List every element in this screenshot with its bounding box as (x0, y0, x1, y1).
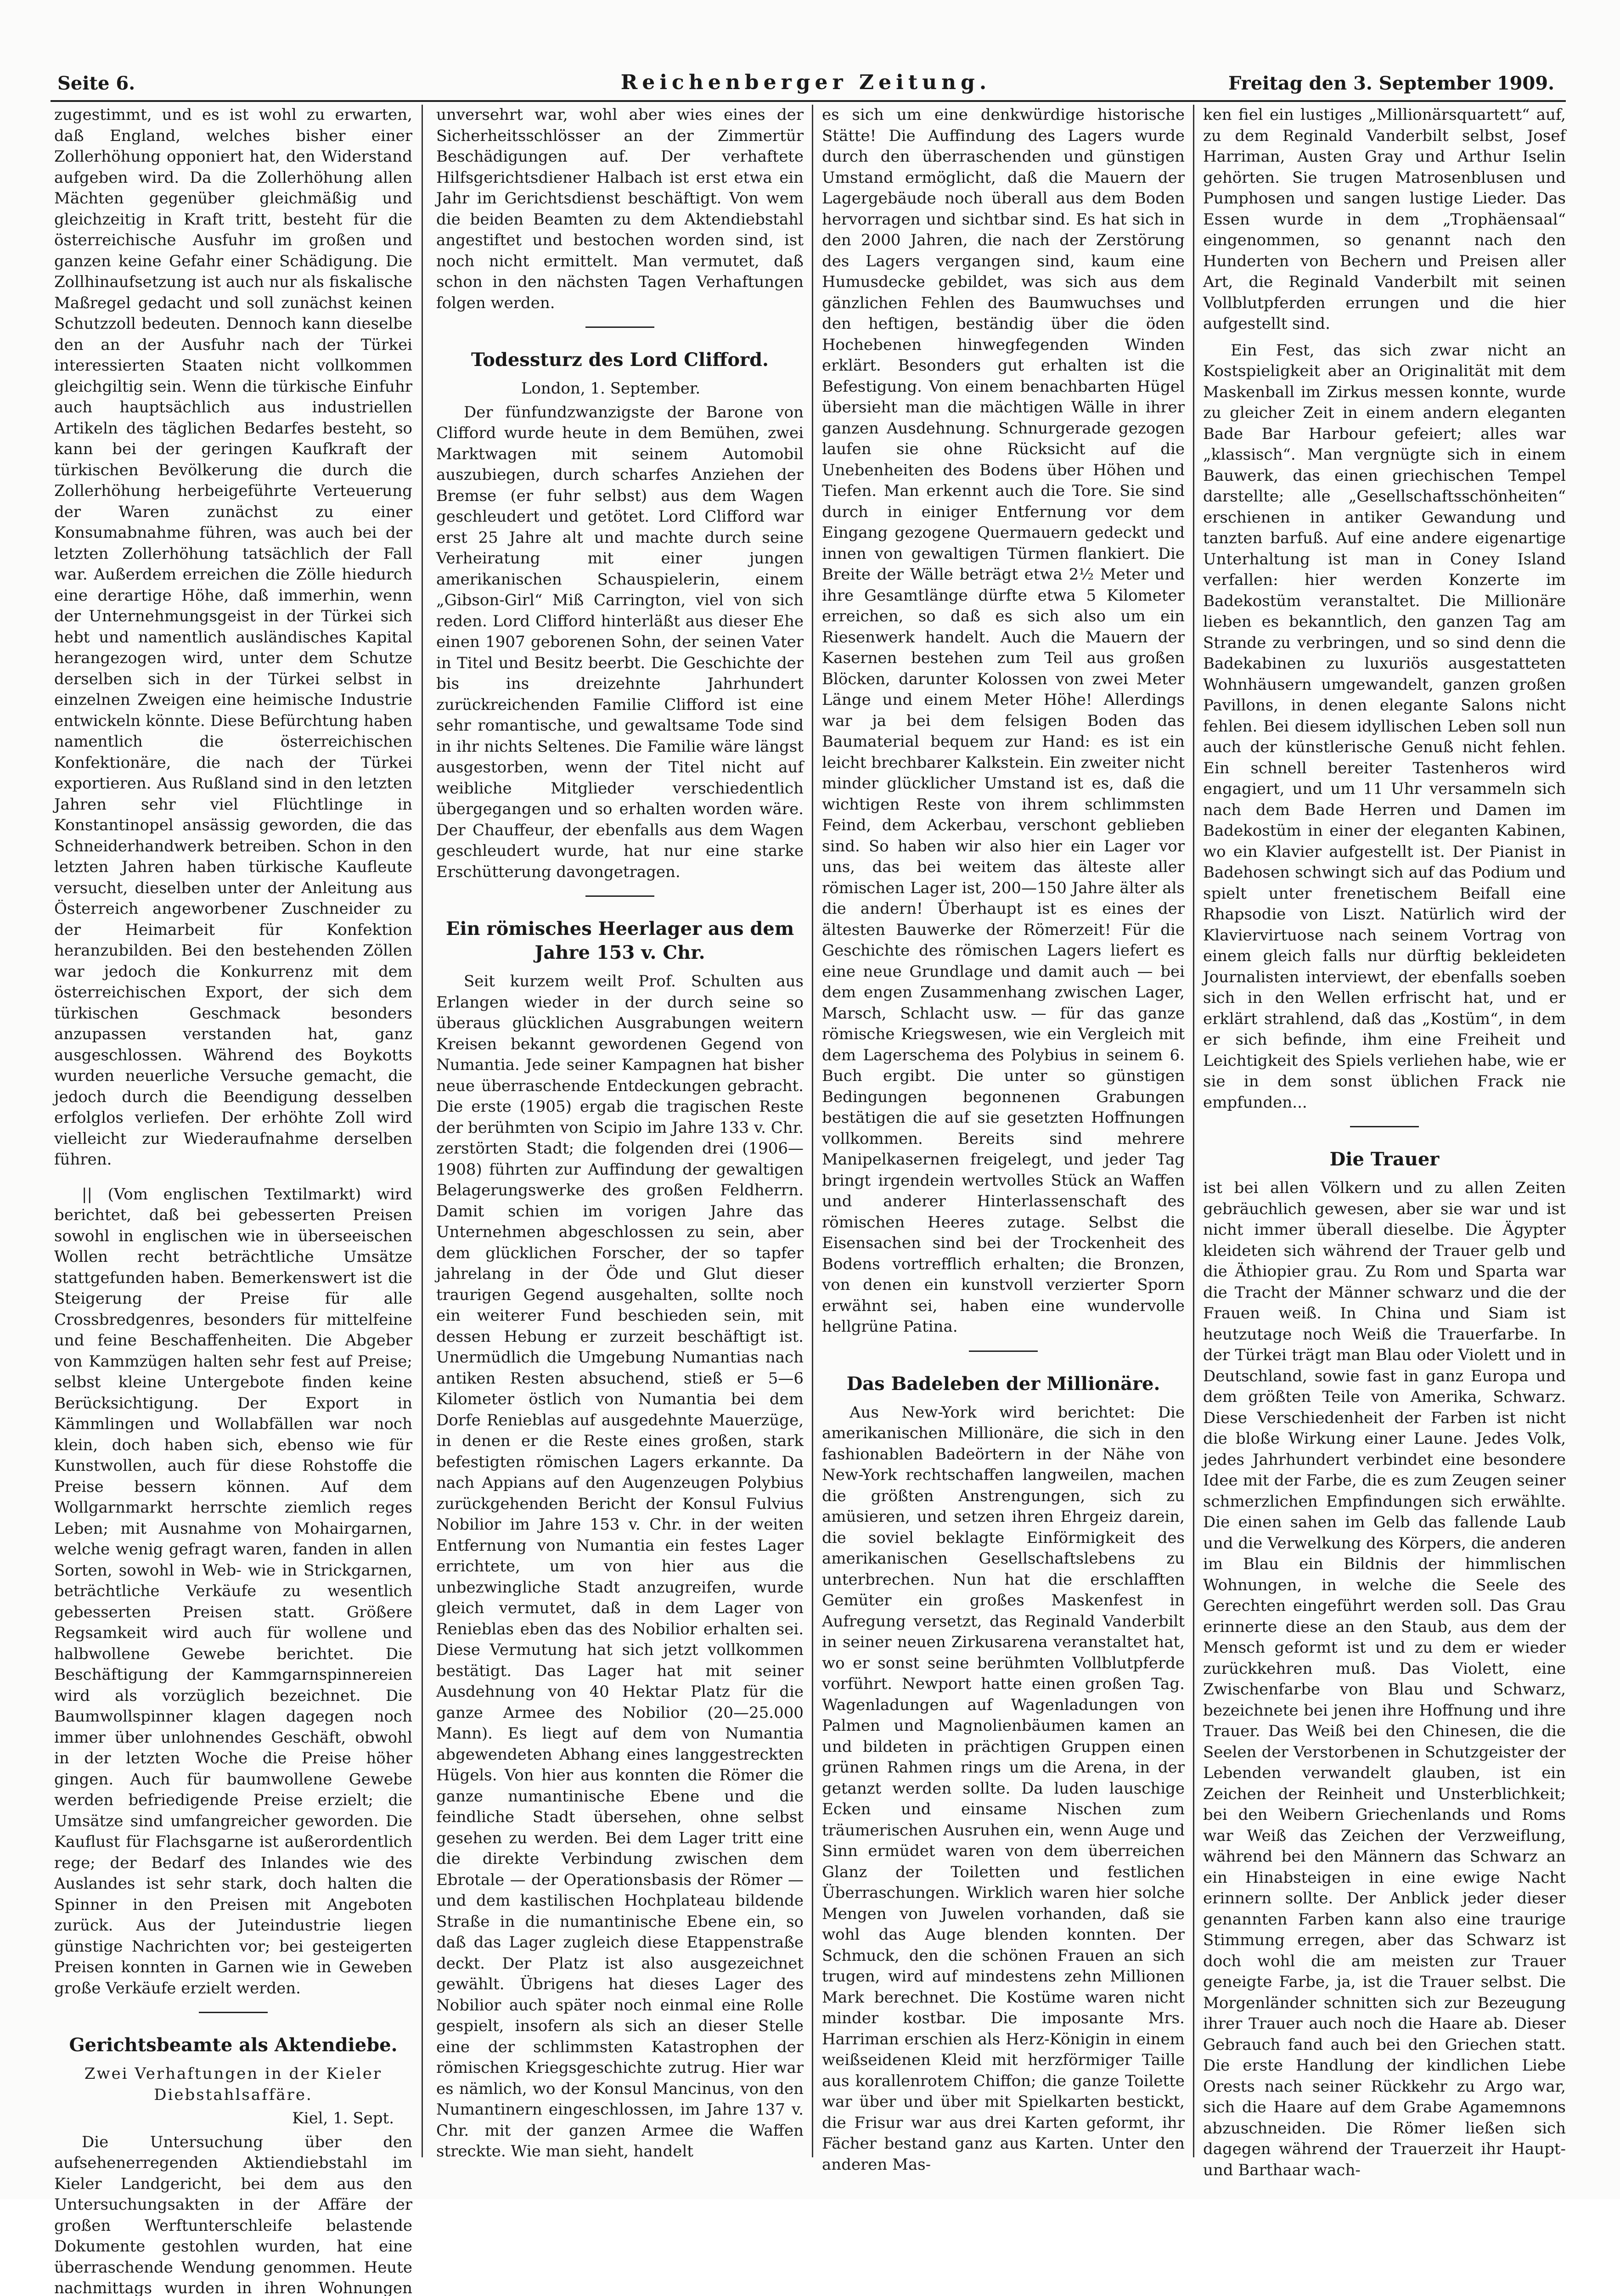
article-paragraph: Der fünfundzwanzigste der Barone von Clifford wurde heute in dem Bemühen, zwei Marktwagen mit seinem Automobil auszubiegen, durch scharfes Anziehen der Bremse (er fuhr selbst) aus dem Wagen geschleudert und getötet. Lord Clifford war erst 25 Jahre alt und machte durch seine Verheiratung mit einer jungen amerikanischen Schauspielerin, einem „Gibson-Girl“ Miß Carrington, viel von sich reden. Lord Clifford hinterläßt aus dieser Ehe einen 1907 geborenen Sohn, der seinen Vater in Titel und Besitz beerbt. Die Geschichte der bis ins dreizehnte Jahrhundert zurückreichenden Familie Clifford ist eine sehr romantische, und gewaltsame Tode sind in ihr nichts Seltenes. Die Familie wäre längst ausgestorben, wenn der Titel nicht auf weibliche Mitglieder verschiedentlich übergegangen und so erhalten worden wäre. Der Chauffeur, der ebenfalls aus dem Wagen geschleudert wurde, hat nur eine starke Erschütterung davongetragen. (436, 402, 804, 883)
article-separator (585, 895, 654, 897)
article-paragraph: ist bei allen Völkern und zu allen Zeiten gebräuchlich gewesen, aber sie war und ist nicht immer überall dieselbe. Die Ägypter kleideten sich während der Trauer gelb und die Äthiopier grau. Zu Rom und Sparta war die Tracht der Männer schwarz und die der Frauen weiß. In China und Siam ist heutzutage noch Weiß die Trauerfarbe. In der Türkei trägt man Blau oder Violett und in Deutschland, sowie fast in ganz Europa und dem größten Teile von Amerika, Schwarz. Diese Verschiedenheit der Farben ist nicht die bloße Wirkung einer Laune. Jedes Volk, jedes Jahrhundert verbindet eine besondere Idee mit der Farbe, die es zum Zeugen seiner schmerzlichen Empfindungen sich erwählte. Die einen sahen im Gelb das fallende Laub und die Verwelkung des Körpers, die anderen im Blau ein Bildnis der himmlischen Wohnungen, in welche die Seele des Gerechten eingeführt werden soll. Das Grau erinnerte diese an den Staub, aus dem der Mensch geformt ist und zu dem er wieder zurückkehren muß. Das Violett, eine Zwischenfarbe von Blau und Schwarz, bezeichnete bei jenen ihre Hoffnung und ihre Trauer. Das Weiß bei den Chinesen, die die Seelen der Verstorbenen in Schutzgeister der Lebenden verwandelt glauben, ist ein Zeichen der Reinheit und Unsterblichkeit; bei den Weibern Griechenlands und Roms war Weiß das Zeichen der Verzweiflung, während bei den Männern das Schwarz an ein Hinabsteigen in eine ewige Nacht erinnern sollte. Der Anblick jeder dieser genannten Farben kann also eine traurige Stimmung erregen, aber das Schwarz ist doch wohl die am meisten zur Trauer geneigte Farbe, ja, ist die Trauer selbst. Die Morgenländer schnitten sich zur Bezeugung ihrer Trauer auch noch die Haare ab. Dieser Gebrauch fand auch bei den Griechen statt. Die erste Handlung der kindlichen Liebe Orests nach seiner Rückkehr zu Argo war, sich die Haare auf dem Grabe Agamemnons abzuschneiden. Die Römer ließen sich dagegen während der Trauerzeit ihr Haupt- und Barthaar wach- (1203, 1178, 1566, 2181)
article-paragraph: Seit kurzem weilt Prof. Schulten aus Erlangen wieder in der durch seine so überaus glücklichen Ausgrabungen weitern Kreisen bekannt gewordenen Gegend von Numantia. Jede seiner Kampagnen hat bisher neue überraschende Entdeckungen gebracht. Die erste (1905) ergab die tragischen Reste der berühmten von Scipio im Jahre 133 v. Chr. zerstörten Stadt; die folgenden drei (1906—1908) führten zur Auffindung der gewaltigen Belagerungswerke des großen Feldherrn. Damit schien im vorigen Jahre das Unternehmen abgeschlossen zu sein, aber dem glücklichen Forscher, der so tapfer jahrelang in der Öde und Glut dieser traurigen Gegend ausgehalten, sollte noch ein weiterer Fund beschieden sein, mit dessen Hebung er zurzeit beschäftigt ist. Unermüdlich die Umgebung Numantias nach antiken Resten absuchend, stieß er 5—6 Kilometer östlich von Numantia bei dem Dorfe Renieblas auf ausgedehnte Mauerzüge, in denen er die Reste eines großen, stark befestigten römischen Lagers erkannte. Da nach Appians auf den Augenzeugen Polybius zurückgehenden Bericht der Konsul Fulvius Nobilior im Jahre 153 v. Chr. in der weiten Entfernung von Numantia ein festes Lager errichtete, um von hier aus die unbezwingliche Stadt anzugreifen, wurde gleich vermutet, daß in dem Lager von Renieblas eben das des Nobilior erhalten sei. Diese Vermutung hat sich jetzt vollkommen bestätigt. Das Lager hat mit seiner Ausdehnung von 40 Hektar Platz für die ganze Armee des Nobilior (20—25.000 Mann). Es liegt auf dem von Numantia abgewendeten Abhang eines langgestreckten Hügels. Von hier aus konnten die Römer die ganze numantinische Ebene und die feindliche Stadt übersehen, ohne selbst gesehen zu werden. Bei dem Lager tritt eine die direkte Verbindung zwischen dem Ebrotale — der Operationsbasis der Römer — und dem kastilischen Hochplateau bildende Straße in die numantinische Ebene ein, so daß das Lager zugleich diese Etappenstraße deckt. Der Platz ist also ausgezeichnet gewählt. Übrigens hat dieses Lager des Nobilior auch später noch einmal eine Rolle gespielt, insofern als sich an dieser Stelle eine der schlimmsten Katastrophen der römischen Kriegsgeschichte zutrug. Hier war es nämlich, wo der Konsul Mancinus, von den Numantinern eingeschlossen, im Jahre 137 v. Chr. mit der ganzen Armee die Waffen streckte. Wie man sieht, handelt (436, 971, 804, 2162)
dateline-kiel: Kiel, 1. Sept. (54, 2108, 394, 2129)
headline-heerlager: Ein römisches Heerlager aus dem Jahre 153 v. Chr. (436, 917, 804, 965)
headline-badeleben: Das Badeleben der Millionäre. (822, 1372, 1185, 1396)
dateline-london: London, 1. September. (436, 378, 785, 400)
column-rule (1193, 105, 1194, 2157)
headline-trauer: Die Trauer (1203, 1148, 1566, 1171)
article-paragraph: Die Untersuchung über den aufsehenerregenden Aktiendiebstahl im Kieler Landgericht, bei dem aus den Untersuchungsakten in der Affäre der großen Werftunterschleife belastende Dokumente gestohlen wurden, hat eine überraschende Wendung genommen. Heute nachmittags wurden in ihren Wohnungen (54, 2132, 412, 2296)
page-header (44, 69, 1568, 101)
headline-gerichtsbeamte: Gerichtsbeamte als Aktendiebe. (54, 2033, 412, 2057)
subheadline-verhaftungen: Zwei Verhaftungen in der Kieler Diebstahlsaffäre. (54, 2064, 412, 2105)
article-paragraph: zugestimmt, und es ist wohl zu erwarten, daß England, welches bisher einer Zollerhöhung opponiert hat, den Widerstand aufgeben wird. Da die Zollerhöhung allen Mächten gegenüber gleichmäßig und gleichzeitig in Kraft tritt, besteht für die österreichische Ausfuhr im großen und ganzen keine Gefahr einer Schädigung. Die Zollhinaufsetzung ist auch nur als fiskalische Maßregel gedacht und soll zunächst keinen Schutzzoll bedeuten. Dennoch kann dieselbe den an der Ausfuhr nach der Türkei interessierten Staaten nicht vollkommen gleichgiltig sein. Wenn die türkische Einfuhr auch hauptsächlich aus industriellen Artikeln des täglichen Bedarfes besteht, so kann bei der geringen Kaufkraft der türkischen Bevölkerung die durch die Zollerhöhung herbeigeführte Verteuerung der Waren zunächst zu einer Konsumabnahme führen, was auch bei der letzten Zollerhöhung tatsächlich der Fall war. Außerdem erreichen die Zölle hiedurch eine derartige Höhe, daß immerhin, wenn der Unternehmungsgeist in der Türkei sich hebt und namentlich ausländisches Kapital herangezogen wird, unter dem Schutze derselben sich in der Türkei selbst in einzelnen Zweigen eine heimische Industrie entwickeln könnte. Diese Befürchtung haben namentlich die österreichischen Konfektionäre, die nach der Türkei exportieren. Aus Rußland sind in den letzten Jahren sehr viel Flüchtlinge in Konstantinopel ansässig geworden, die das Schneiderhandwerk betreiben. Schon in den letzten Jahren haben türkische Kaufleute versucht, dieselben unter der Anleitung aus Österreich angeworbener Zuschneider zu der Heimarbeit für Konfektion heranzubilden. Bei den bestehenden Zöllen war jedoch die Konkurrenz mit dem österreichischen Export, der sich dem türkischen Geschmack besonders anzupassen verstanden hat, ganz ausgeschlossen. Während des Boykotts wurden neuerliche Versuche gemacht, die jedoch durch die Beendigung desselben erfolglos verliefen. Der erhöhte Zoll wird vielleicht zur Wiederaufnahme derselben führen. (54, 105, 412, 1171)
issue-date: Freitag den 3. September 1909. (1228, 73, 1554, 94)
article-separator (969, 1351, 1038, 1352)
article-paragraph: unversehrt war, wohl aber wies eines der Sicherheitsschlösser an der Zimmertür Beschädigungen auf. Der verhaftete Hilfsgerichtsdiener Halbach ist erst etwa ein Jahr im Gerichtsdienst beschäftigt. Von wem die beiden Beamten zu dem Aktendiebstahl angestiftet und bestochen worden sind, ist noch nicht ermittelt. Man vermutet, daß schon in den nächsten Tagen Verhaftungen folgen werden. (436, 105, 804, 314)
page-number: Seite 6. (57, 73, 135, 94)
article-separator (1350, 1126, 1419, 1127)
column-rule (812, 105, 813, 2157)
article-paragraph: Ein Fest, das sich zwar nicht an Kostspieligkeit aber an Originalität mit dem Maskenball im Zirkus messen konnte, wurde zu gleicher Zeit in einem andern eleganten Bade Bar Harbour gefeiert; alles war „klassisch“. Man vergnügte sich in einem Bauwerk, das einen griechischen Tempel darstellte; alle „Gesellschaftsschönheiten“ erschienen in antiker Gewandung und tanzten barfuß. Auf eine andere eigenartige Unterhaltung ist man in Coney Island verfallen: hier werden Konzerte im Badekostüm veranstaltet. Die Millionäre lieben es bekanntlich, den ganzen Tag am Strande zu verbringen, und so sind denn die Badekabinen zu luxuriös ausgestatteten Wohnhäusern umgewandelt, ganzen großen Pavillons, in denen elegante Salons nicht fehlen. Bei diesem idyllischen Leben soll nun auch der künstlerische Genuß nicht fehlen. Ein schnell bereiter Tastenheros wird engagiert, und um 11 Uhr versammeln sich nach dem Bade Herren und Damen im Badekostüm in einer der eleganten Kabinen, wo ein Klavier aufgestellt ist. Der Pianist in Badehosen schwingt sich auf das Podium und spielt unter frenetischem Beifall eine Rhapsodie von Liszt. Natürlich wird der Klaviervirtuose nach seinem Vortrag von einem gleich falls nur dürftig bekleideten Journalisten interviewt, der ebenfalls soeben sich in den Wellen erfrischt hat, und er erklärt strahlend, daß das „Kostüm“, in dem er sich befinde, ihm eine Freiheit und Leichtigkeit des Spiels verliehen habe, wie er sie in dem sonst üblichen Frack nie empfunden... (1203, 340, 1566, 1114)
article-separator (199, 2012, 268, 2013)
article-paragraph: ken fiel ein lustiges „Millionärsquartett“ auf, zu dem Reginald Vanderbilt selbst, Josef Harriman, Austen Gray und Arthur Iselin gehörten. Sie trugen Matrosenblusen und Pumphosen und sangen lustige Lieder. Das Essen wurde in dem „Trophäensaal“ eingenommen, so genannt nach den Hunderten von Bechern und Preisen aller Art, die Reginald Vanderbilt mit seinen Vollblutpferden errungen und die hier aufgestellt sind. (1203, 105, 1566, 335)
article-paragraph: es sich um eine denkwürdige historische Stätte! Die Auffindung des Lagers wurde durch den überraschenden und günstigen Umstand ermöglicht, daß die Mauern der Lagergebäude noch überall aus dem Boden hervorragen und sichtbar sind. Es hat sich in den 2000 Jahren, die nach der Zerstörung des Lagers vergangen sind, kaum eine Humusdecke gebildet, was sich aus dem gänzlichen Fehlen des Baumwuchses und den heftigen, beständig über die öden Hochebenen hinwegfegenden Winden erklärt. Besonders gut erhalten ist die Befestigung. Von einem benachbarten Hügel übersieht man die mächtigen Wälle in ihrer ganzen Ausdehnung. Schnurgerade gezogen laufen sie ohne Rücksicht auf die Unebenheiten des Bodens über Höhen und Tiefen. Man erkennt auch die Tore. Sie sind durch in einiger Entfernung vor dem Eingang gezogene Quermauern gedeckt und innen von gewaltigen Türmen flankiert. Die Breite der Wälle beträgt etwa 2½ Meter und ihre Gesamtlänge dürfte etwa 5 Kilometer erreichen, so daß es sich also um ein Riesenwerk handelt. Auch die Mauern der Kasernen bestehen zum Teil aus großen Blöcken, darunter Kolossen von zwei Meter Länge und einem Meter Höhe! Allerdings war ja bei dem felsigen Boden das Baumaterial bequem zur Hand: es ist ein leicht brechbarer Kalkstein. Ein zweiter nicht minder glücklicher Umstand ist es, daß die wichtigen Reste von ihrem schlimmsten Feind, dem Ackerbau, verschont geblieben sind. So haben wir also hier ein Lager vor uns, das bei weitem das älteste aller römischen Lager ist, 200—150 Jahre älter als die andern! Überhaupt ist es eines der ältesten Bauwerke der Römerzeit! Für die Geschichte des römischen Lagers liefert es eine neue Grundlage und damit auch — bei dem engen Zusammenhang zwischen Lager, Marsch, Schlacht usw. — für das ganze römische Kriegswesen, wie ein Vergleich mit dem Lagerschema des Polybius in seinem 6. Buch ergibt. Die unter so günstigen Bedingungen begonnenen Grabungen bestätigen die auf sie gesetzten Hoffnungen vollkommen. Bereits sind mehrere Manipelkasernen freigelegt, und jeder Tag bringt irgendein wertvolles Stück an Waffen und anderer Hinterlassenschaft des römischen Heeres zutage. Selbst die Eisensachen sind bei der Trockenheit des Bodens vortrefflich erhalten; die Bronzen, von denen ein kunstvoll verzierter Sporn erwähnt sei, haben eine wundervolle hellgrüne Patina. (822, 105, 1185, 1338)
textile-market-paragraph: || (Vom englischen Textilmarkt) wird berichtet, daß bei gebesserten Preisen sowohl in englischen wie in überseeischen Wollen recht beträchtliche Umsätze stattgefunden haben. Bemerkenswert ist die Steigerung der Preise für alle Crossbredgenres, besonders für mittelfeine und feine Beschaffenheiten. Die Abgeber von Kammzügen halten sehr fest auf Preise; selbst kleine Untergebote finden keine Berücksichtigung. Der Export in Kämmlingen und Wollabfällen war noch klein, doch haben sich, ebenso wie für Kunstwollen, auch für diese Rohstoffe die Preise bessern können. Auf dem Wollgarnmarkt herrschte ziemlich reges Leben; mit Ausnahme von Mohairgarnen, welche wenig gefragt waren, fanden in allen Sorten, sowohl in Web- wie in Strickgarnen, beträchtliche Verkäufe zu wesentlich gebesserten Preisen statt. Größere Regsamkeit wird auch für wollene und halbwollene Gewebe berichtet. Die Beschäftigung der Kammgarnspinnereien wird als vorzüglich bezeichnet. Die Baumwollspinner klagen dagegen noch immer über unlohnendes Geschäft, obwohl in der letzten Woche die Preise höher gingen. Auch für baumwollene Gewebe werden befriedigende Preise erzielt; die Umsätze sind umfangreicher geworden. Die Kauflust für Flachsgarne ist außerordentlich rege; der Bedarf des Inlandes wie des Auslandes ist sehr stark, doch halten die Spinner in den Preisen mit Angeboten zurück. Aus der Juteindustrie liegen günstige Nachrichten vor; bei gesteigerten Preisen konnten in Garnen wie in Geweben große Verkäufe erzielt werden. (54, 1184, 412, 1999)
newspaper-title: Reichenberger Zeitung. (44, 71, 1568, 94)
column-4 (1203, 105, 1566, 2162)
headline-lord-clifford: Todessturz des Lord Clifford. (436, 348, 804, 372)
header-rule (51, 100, 1566, 102)
column-3 (822, 105, 1185, 2162)
column-rule (422, 105, 423, 2157)
column-2 (436, 105, 804, 2162)
article-separator (585, 326, 654, 328)
column-1 (54, 105, 412, 2162)
article-paragraph: Aus New-York wird berichtet: Die amerikanischen Millionäre, die sich in den fashionablen Badeörtern in der Nähe von New-York rechtschaffen langweilen, machen die größten Anstrengungen, sich zu amüsieren, und setzen ihren Ehrgeiz darein, die soviel beklagte Einförmigkeit des amerikanischen Gesellschaftslebens zu unterbrechen. Nun hat die erschlafften Gemüter ein großes Maskenfest in Aufregung versetzt, das Reginald Vanderbilt in seiner neuen Zirkusarena veranstaltet hat, wo er sonst seine berühmten Vollblutpferde vorführt. Newport hatte einen großen Tag. Wagenladungen auf Wagenladungen von Palmen und Magnolienbäumen kamen an und bildeten in prächtigen Gruppen einen grünen Rahmen rings um die Arena, in der getanzt werden sollte. Da luden lauschige Ecken und einsame Nischen zum träumerischen Ausruhen ein, wenn Auge und Sinn ermüdet waren von dem überreichen Glanz der Toiletten und festlichen Überraschungen. Wirklich waren hier solche Mengen von Juwelen vorhanden, daß sie wohl das Auge blenden konnten. Der Schmuck, den die schönen Frauen an sich trugen, wird auf mindestens zehn Millionen Mark berechnet. Die Kostüme waren nicht minder kostbar. Die imposante Mrs. Harriman erschien als Herz-Königin in einem weißseidenen Kleid mit herzförmiger Taille aus korallenrotem Chiffon; die ganze Toilette war über und über mit Spielkarten bestickt, die Frisur war aus drei Karten geformt, ihr Fächer bestand ganz aus Karten. Unter den anderen Mas- (822, 1402, 1185, 2176)
